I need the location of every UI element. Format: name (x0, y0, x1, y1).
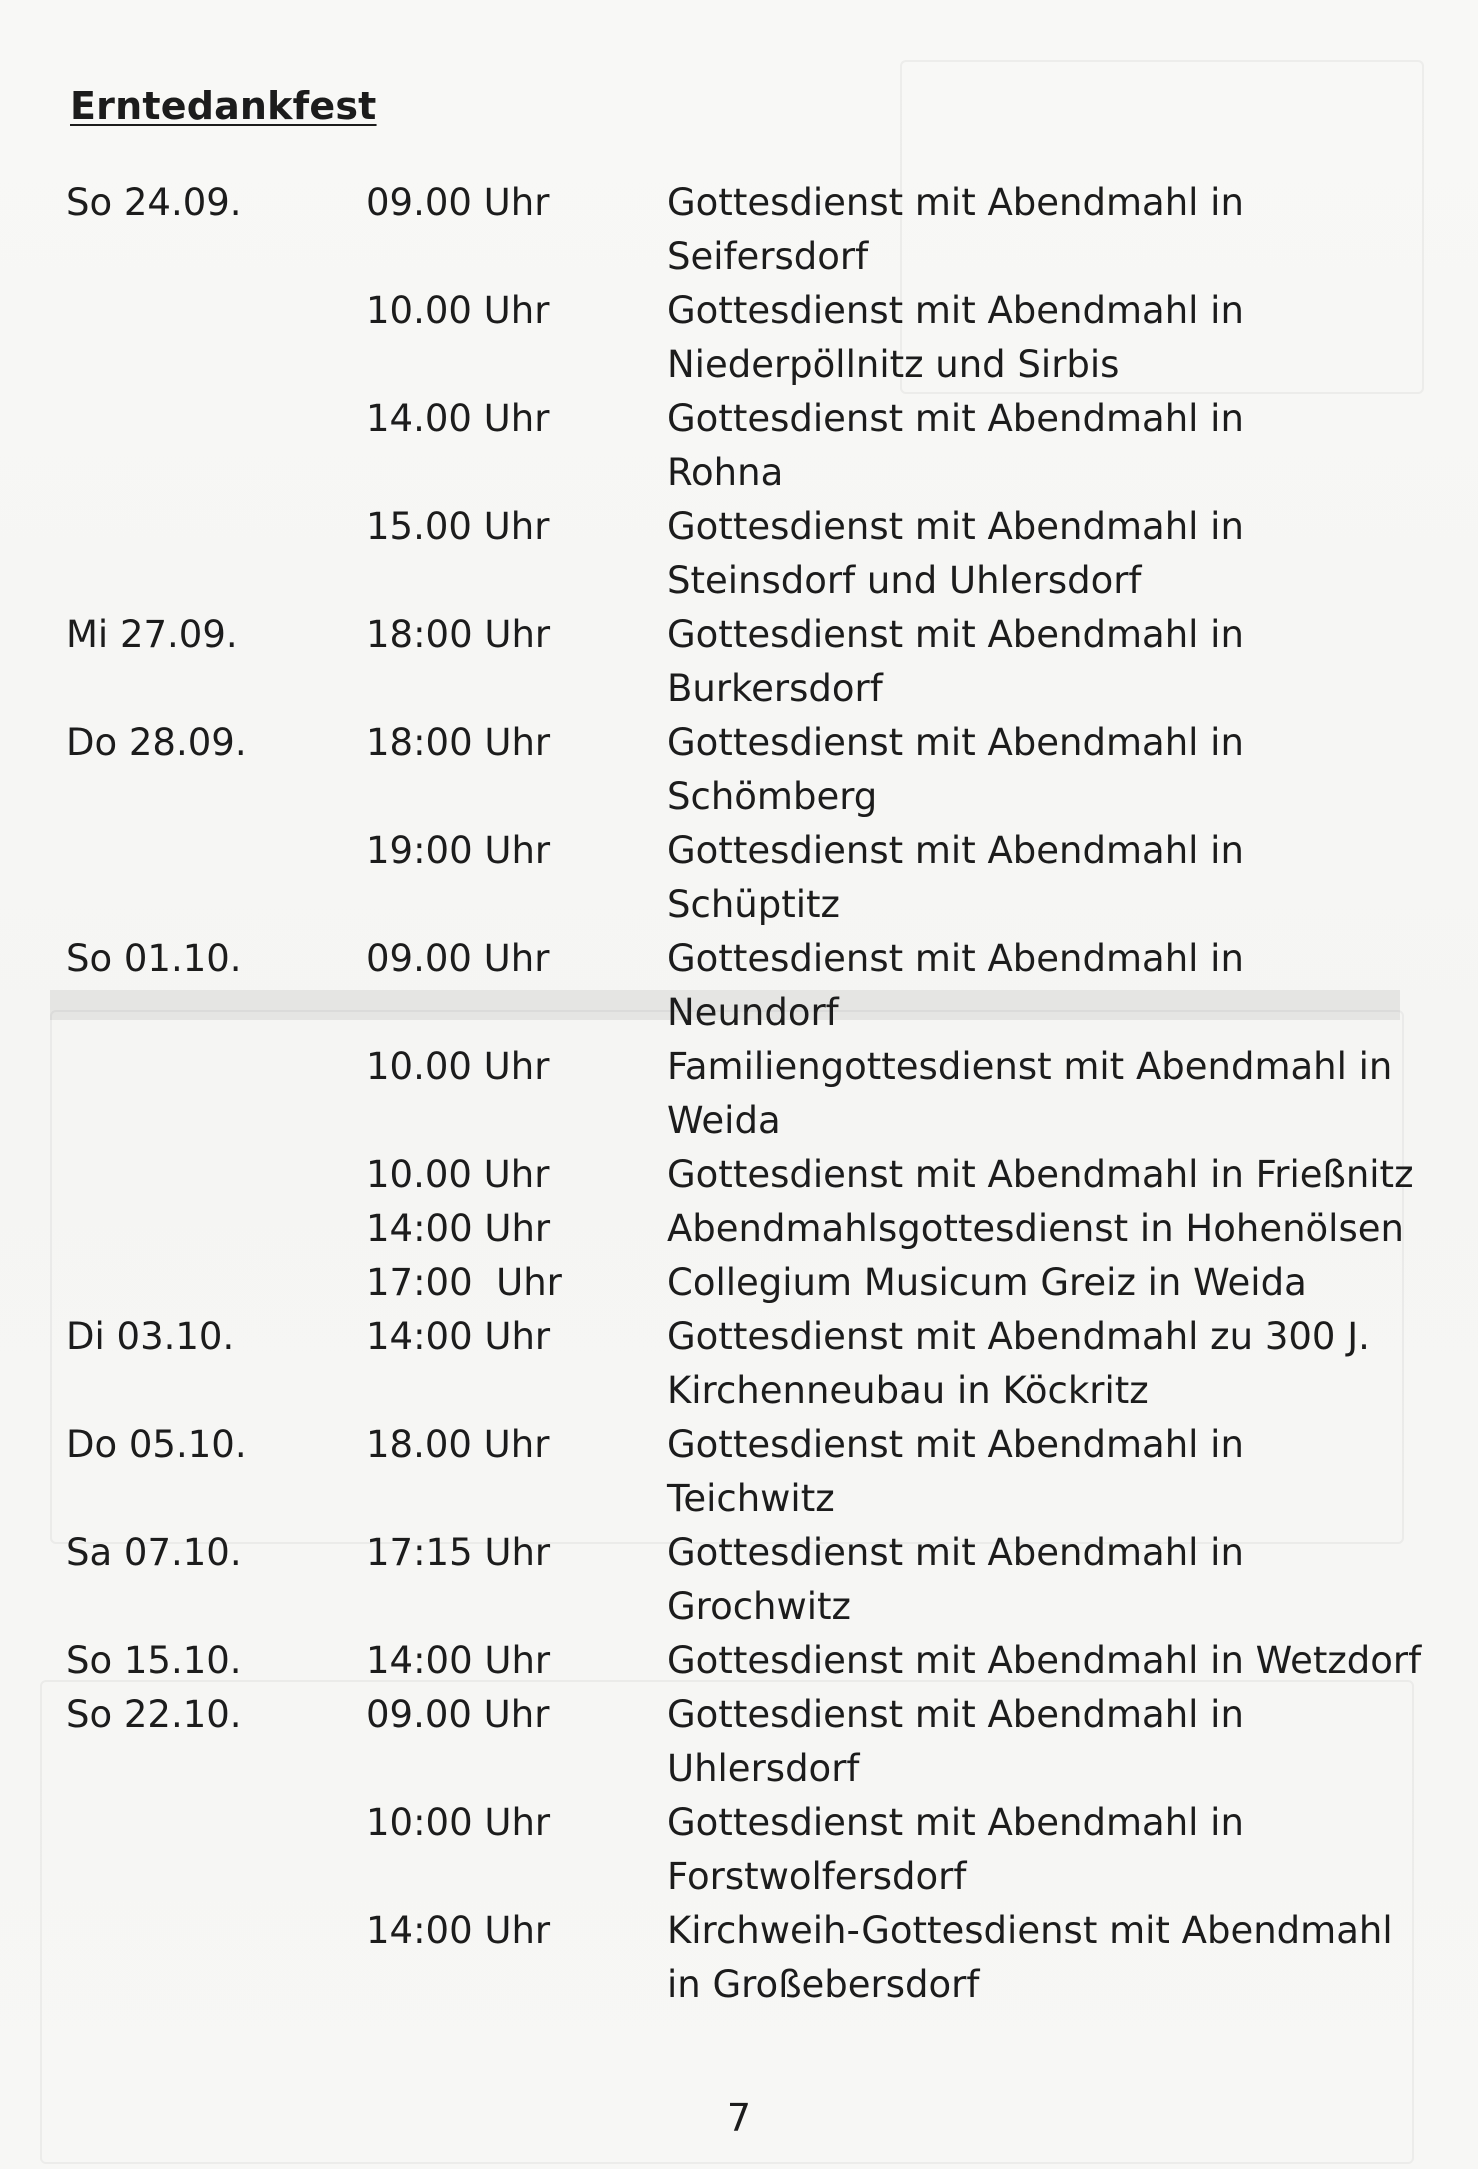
entry-date: So 01.10. (66, 937, 242, 980)
entry-description: Gottesdienst mit Abendmahl in Burkersdorf (667, 613, 1244, 710)
entry-description: Gottesdienst mit Abendmahl in Wetzdorf (667, 1639, 1422, 1682)
schedule-entry (62, 1040, 1442, 1148)
entry-date: So 24.09. (66, 181, 242, 224)
schedule-entry (62, 932, 1442, 1040)
schedule-entry (62, 1148, 1442, 1202)
entry-description: Gottesdienst mit Abendmahl in Grochwitz (667, 1531, 1244, 1628)
entry-description: Gottesdienst mit Abendmahl in Niederpöllnitz und Sirbis (667, 289, 1244, 386)
entry-time: 15.00 Uhr (366, 505, 550, 548)
entry-time: 09.00 Uhr (366, 1693, 550, 1736)
schedule-entry (62, 1418, 1442, 1526)
entry-time: 18.00 Uhr (366, 1423, 550, 1466)
entry-time: 17:00 Uhr (366, 1261, 562, 1304)
schedule-entry (62, 1310, 1442, 1418)
entry-time: 14:00 Uhr (366, 1639, 551, 1682)
schedule-entry (62, 1796, 1442, 1904)
entry-description: Gottesdienst mit Abendmahl in Forstwolfersdorf (667, 1801, 1244, 1898)
entry-description: Gottesdienst mit Abendmahl in Steinsdorf und Uhlersdorf (667, 505, 1244, 602)
entry-description: Abendmahlsgottesdienst in Hohenölsen (667, 1207, 1404, 1250)
entry-description: Kirchweih-Gottesdienst mit Abendmahl in Großebersdorf (667, 1909, 1393, 2006)
entry-description: Gottesdienst mit Abendmahl in Seifersdorf (667, 181, 1244, 278)
entry-time: 14:00 Uhr (366, 1207, 551, 1250)
schedule-entry (62, 608, 1442, 716)
schedule-entry (62, 500, 1442, 608)
entry-description: Gottesdienst mit Abendmahl in Schömberg (667, 721, 1244, 818)
schedule-entry (62, 716, 1442, 824)
entry-date: Mi 27.09. (66, 613, 238, 656)
entry-description: Gottesdienst mit Abendmahl in Teichwitz (667, 1423, 1244, 1520)
entry-date: Do 28.09. (66, 721, 247, 764)
entry-time: 14:00 Uhr (366, 1315, 551, 1358)
entry-time: 10:00 Uhr (366, 1801, 551, 1844)
entry-time: 14.00 Uhr (366, 397, 550, 440)
entry-description: Gottesdienst mit Abendmahl in Neundorf (667, 937, 1244, 1034)
entry-time: 10.00 Uhr (366, 1045, 550, 1088)
entry-time: 17:15 Uhr (366, 1531, 551, 1574)
entry-description: Gottesdienst mit Abendmahl zu 300 J. Kirchenneubau in Köckritz (667, 1315, 1370, 1412)
schedule-entry (62, 1634, 1442, 1688)
entry-time: 10.00 Uhr (366, 1153, 550, 1196)
entry-description: Gottesdienst mit Abendmahl in Schüptitz (667, 829, 1244, 926)
service-schedule (62, 176, 1442, 2012)
page-number: 7 (726, 2096, 752, 2140)
schedule-entry (62, 1526, 1442, 1634)
entry-time: 14:00 Uhr (366, 1909, 551, 1952)
entry-date: So 22.10. (66, 1693, 242, 1736)
schedule-entry (62, 176, 1442, 284)
section-heading: Erntedankfest (70, 84, 377, 128)
entry-time: 09.00 Uhr (366, 181, 550, 224)
entry-description: Gottesdienst mit Abendmahl in Frießnitz (667, 1153, 1414, 1196)
entry-time: 18:00 Uhr (366, 721, 551, 764)
entry-description: Familiengottesdienst mit Abendmahl in Weida (667, 1045, 1393, 1142)
schedule-entry (62, 284, 1442, 392)
entry-date: So 15.10. (66, 1639, 242, 1682)
entry-date: Sa 07.10. (66, 1531, 242, 1574)
schedule-entry (62, 392, 1442, 500)
schedule-entry (62, 1202, 1442, 1256)
schedule-entry (62, 1688, 1442, 1796)
entry-time: 19:00 Uhr (366, 829, 551, 872)
schedule-entry (62, 1904, 1442, 2012)
entry-date: Di 03.10. (66, 1315, 235, 1358)
entry-description: Collegium Musicum Greiz in Weida (667, 1261, 1307, 1304)
entry-description: Gottesdienst mit Abendmahl in Rohna (667, 397, 1244, 494)
entry-description: Gottesdienst mit Abendmahl in Uhlersdorf (667, 1693, 1244, 1790)
entry-time: 18:00 Uhr (366, 613, 551, 656)
entry-date: Do 05.10. (66, 1423, 247, 1466)
entry-time: 09.00 Uhr (366, 937, 550, 980)
schedule-entry (62, 824, 1442, 932)
schedule-entry (62, 1256, 1442, 1310)
entry-time: 10.00 Uhr (366, 289, 550, 332)
